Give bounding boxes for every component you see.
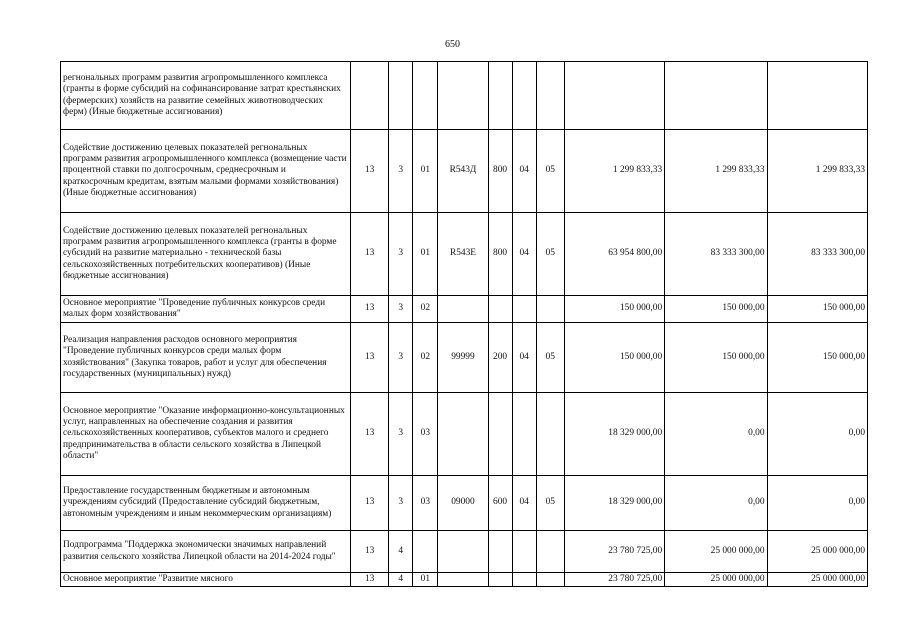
subsection-code: [536, 296, 564, 323]
direction-code: [438, 296, 488, 323]
subprogram-code: 3: [389, 213, 413, 296]
subsection-code: 05: [536, 213, 564, 296]
amount-year-2: 83 333 300,00: [665, 213, 767, 296]
program-code: 13: [351, 393, 389, 476]
amount-year-2: 150 000,00: [665, 296, 767, 323]
section-code: [512, 573, 536, 587]
activity-code: 02: [413, 323, 438, 393]
amount-year-2: 0,00: [665, 476, 767, 531]
direction-code: R543Е: [438, 213, 488, 296]
subprogram-code: [389, 62, 413, 130]
program-code: 13: [351, 296, 389, 323]
subsection-code: 05: [536, 323, 564, 393]
expense-type-code: [488, 62, 512, 130]
subprogram-code: 3: [389, 130, 413, 213]
subprogram-code: 3: [389, 323, 413, 393]
expense-name: Основное мероприятие "Оказание информационно-консультационных услуг, направленных на обеспечение создания и развития сельскохозяйственных кооперативов, субъектов малого и среднего предпринимательства в области сельского хозяйства в Липецкой области": [61, 393, 351, 476]
amount-year-3: 150 000,00: [767, 323, 867, 393]
expense-type-code: [488, 393, 512, 476]
table-row: [61, 393, 868, 476]
amount-year-2: 25 000 000,00: [665, 573, 767, 587]
table-row: [61, 130, 868, 213]
table-row: [61, 323, 868, 393]
program-code: 13: [351, 573, 389, 587]
expense-type-code: 600: [488, 476, 512, 531]
amount-year-3: 25 000 000,00: [767, 531, 867, 573]
amount-year-1: 1 299 833,33: [564, 130, 664, 213]
amount-year-3: 0,00: [767, 393, 867, 476]
direction-code: 99999: [438, 323, 488, 393]
expense-name: Подпрограмма "Поддержка экономически значимых направлений развития сельского хозяйства Липецкой области на 2014-2024 годы": [61, 531, 351, 573]
expense-name: регнональных программ развития агропромышленного комплекса (гранты в форме субсидий на софинансирование затрат крестьянских (фермерских) хозяйств на развитие семейных животноводческих ферм) (Иные бюджетные ассигнования): [61, 62, 351, 130]
amount-year-2: 25 000 000,00: [665, 531, 767, 573]
table-row: [61, 573, 868, 587]
program-code: 13: [351, 531, 389, 573]
amount-year-3: 150 000,00: [767, 296, 867, 323]
amount-year-2: 0,00: [665, 393, 767, 476]
page-number: 650: [445, 39, 460, 50]
direction-code: [438, 573, 488, 587]
amount-year-3: 83 333 300,00: [767, 213, 867, 296]
section-code: 04: [512, 130, 536, 213]
amount-year-1: 18 329 000,00: [564, 393, 664, 476]
amount-year-1: 150 000,00: [564, 296, 664, 323]
table-row: [61, 531, 868, 573]
amount-year-1: 23 780 725,00: [564, 573, 664, 587]
section-code: [512, 393, 536, 476]
amount-year-1: 23 780 725,00: [564, 531, 664, 573]
amount-year-2: 1 299 833,33: [665, 130, 767, 213]
section-code: [512, 531, 536, 573]
activity-code: [413, 531, 438, 573]
expense-name: Основное мероприятие "Развитие мясного: [61, 573, 351, 587]
amount-year-3: 1 299 833,33: [767, 130, 867, 213]
direction-code: [438, 531, 488, 573]
table-row: [61, 62, 868, 130]
activity-code: 03: [413, 476, 438, 531]
expense-name: Содействие достижению целевых показателей регнональных программ развития агропромышленного комплекса (возмещение части процентной ставки по долгосрочным, среднесрочным и краткосрочным кредитам, взятым малыми формами хозяйствования) (Иные бюджетные ассигнования): [61, 130, 351, 213]
subprogram-code: 3: [389, 296, 413, 323]
program-code: 13: [351, 476, 389, 531]
expense-type-code: 200: [488, 323, 512, 393]
amount-year-1: [564, 62, 664, 130]
amount-year-1: 18 329 000,00: [564, 476, 664, 531]
expense-name: Содействие достижению целевых показателей регнональных программ развития агропромышленного комплекса (гранты в форме субсидий на развитие материально - технической базы сельскохозяйственных потребительских кооперативов) (Иные бюджетные ассигнования): [61, 213, 351, 296]
direction-code: [438, 393, 488, 476]
budget-table: [60, 61, 868, 587]
subsection-code: [536, 393, 564, 476]
amount-year-1: 150 000,00: [564, 323, 664, 393]
subsection-code: 05: [536, 476, 564, 531]
subprogram-code: 3: [389, 393, 413, 476]
subprogram-code: 4: [389, 531, 413, 573]
subsection-code: [536, 531, 564, 573]
program-code: 13: [351, 323, 389, 393]
expense-type-code: [488, 531, 512, 573]
amount-year-1: 63 954 800,00: [564, 213, 664, 296]
activity-code: 01: [413, 213, 438, 296]
activity-code: 03: [413, 393, 438, 476]
expense-name: Основное мероприятие "Проведение публичных конкурсов среди малых форм хозяйствования": [61, 296, 351, 323]
amount-year-2: 150 000,00: [665, 323, 767, 393]
subsection-code: [536, 573, 564, 587]
activity-code: 02: [413, 296, 438, 323]
direction-code: 09000: [438, 476, 488, 531]
amount-year-3: 25 000 000,00: [767, 573, 867, 587]
section-code: 04: [512, 213, 536, 296]
section-code: 04: [512, 323, 536, 393]
direction-code: [438, 62, 488, 130]
direction-code: R543Д: [438, 130, 488, 213]
expense-type-code: [488, 573, 512, 587]
expense-type-code: 800: [488, 130, 512, 213]
program-code: 13: [351, 130, 389, 213]
amount-year-3: [767, 62, 867, 130]
activity-code: 01: [413, 573, 438, 587]
subsection-code: [536, 62, 564, 130]
amount-year-3: 0,00: [767, 476, 867, 531]
table-row: [61, 213, 868, 296]
expense-name: Реализация направления расходов основного мероприятия "Проведение публичных конкурсов среди малых форм хозяйствования" (Закупка товаров, работ и услуг для обеспечения государственных (муниципальных) нужд): [61, 323, 351, 393]
section-code: [512, 296, 536, 323]
expense-type-code: [488, 296, 512, 323]
subprogram-code: 4: [389, 573, 413, 587]
activity-code: 01: [413, 130, 438, 213]
program-code: [351, 62, 389, 130]
subsection-code: 05: [536, 130, 564, 213]
expense-type-code: 800: [488, 213, 512, 296]
amount-year-2: [665, 62, 767, 130]
expense-name: Предоставление государственным бюджетным и автономным учреждениям субсидий (Предоставление субсидий бюджетным, автономным учреждениям и иным некоммерческим организациям): [61, 476, 351, 531]
table-row: [61, 476, 868, 531]
activity-code: [413, 62, 438, 130]
section-code: 04: [512, 476, 536, 531]
section-code: [512, 62, 536, 130]
program-code: 13: [351, 213, 389, 296]
table-row: [61, 296, 868, 323]
subprogram-code: 3: [389, 476, 413, 531]
